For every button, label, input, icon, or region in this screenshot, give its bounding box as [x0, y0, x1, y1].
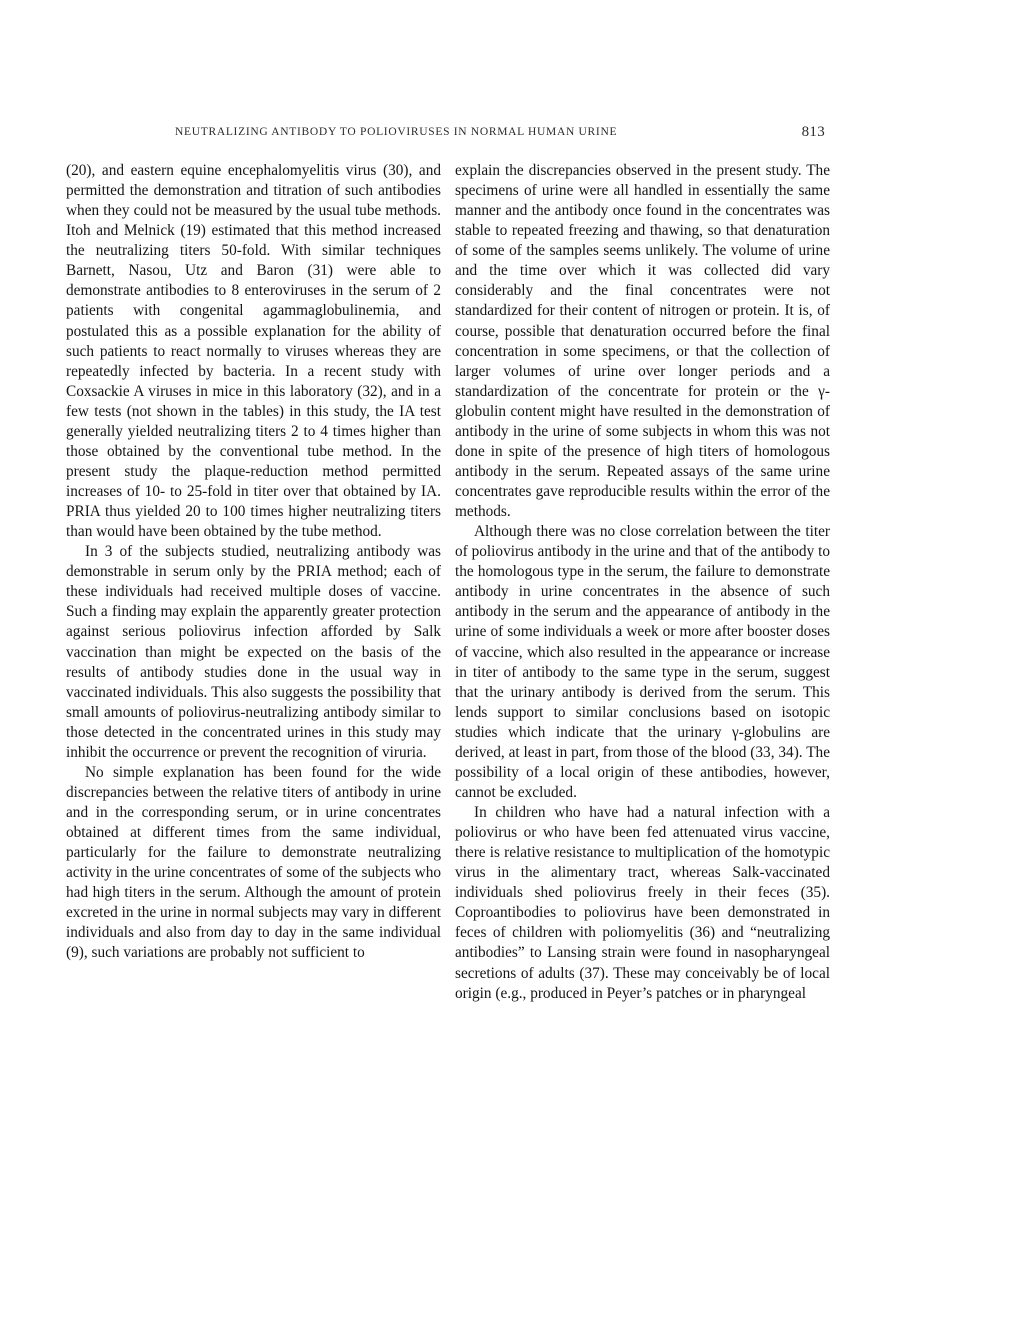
running-title: NEUTRALIZING ANTIBODY TO POLIOVIRUSES IN NORMAL HUMAN URINE [175, 126, 618, 138]
paragraph: (20), and eastern equine encephalomyelitis virus (30), and permitted the demonstration and titration of such antibodies when they could not be measured by the usual tube methods. Itoh and Melnick (19) estimated that this method increased the neutralizing titers 50-fold. With similar techniques Barnett, Nasou, Utz and Baron (31) were able to demonstrate antibodies to 8 enteroviruses in the serum of 2 patients with congenital agammaglobulinemia, and postulated this as a possible explanation for the ability of such patients to react normally to viruses whereas they are repeatedly infected by bacteria. In a recent study with Coxsackie A viruses in mice in this laboratory (32), and in a few tests (not shown in the tables) in this study, the IA test generally yielded neutralizing titers 2 to 4 times higher than those obtained by the conventional tube method. In the present study the plaque-reduction method permitted increases of 10- to 25-fold in titer over that obtained by IA. PRIA thus yielded 20 to 100 times higher neutralizing titers than would have been obtained by the tube method. [66, 162, 441, 541]
paragraph: In children who have had a natural infection with a poliovirus or who have been fed attenuated virus vaccine, there is relative resistance to multiplication of the homotypic virus in the alimentary tract, whereas Salk-vaccinated individuals shed poliovirus freely in their feces (35). Coproantibodies to poliovirus have been demonstrated in feces of children with poliomyelitis (36) and “neutralizing antibodies” to Lansing strain were found in nasopharyngeal secretions of adults (37). These may conceivably be of local origin (e.g., produced in Peyer’s patches or in pharyngeal [455, 804, 830, 1002]
page-number: 813 [801, 124, 825, 140]
paragraph: In 3 of the subjects studied, neutralizing antibody was demonstrable in serum only by the PRIA method; each of these individuals had received multiple doses of vaccine. Such a finding may explain the apparently greater protection against serious poliovirus infection afforded by Salk vaccination than might be expected on the basis of the results of antibody studies done in the usual way in vaccinated individuals. This also suggests the possibility that small amounts of poliovirus-neutralizing antibody similar to those detected in the concentrated urines in this study may inhibit the occurrence or prevent the recognition of viruria. [66, 543, 441, 761]
paragraph: No simple explanation has been found for the wide discrepancies between the relative titers of antibody in urine and in the corresponding serum, or in urine concentrates obtained at different times from the same individual, particularly for the failure to demonstrate neutralizing activity in the urine concentrates of some of the subjects who had high titers in the serum. Although the amount of protein excreted in the urine in normal subjects may vary in different individuals and also from day to day in the same individual (9), such variations are probably not sufficient to [66, 763, 441, 962]
right-column [455, 161, 830, 1004]
left-column [66, 161, 441, 964]
paragraph: Although there was no close correlation between the titer of poliovirus antibody in the urine and that of the antibody to the homologous type in the serum, the failure to demonstrate antibody in urine concentrates in the absence of such antibody in the serum and the appearance of antibody in the urine of some individuals a week or more after booster doses of vaccine, which also resulted in the appearance or increase in titer of antibody to the same type in the serum, suggest that the urinary antibody is derived from the serum. This lends support to similar conclusions based on isotopic studies which indicate that the urinary γ-globulins are derived, at least in part, from those of the blood (33, 34). The possibility of a local origin of these antibodies, however, cannot be excluded. [455, 523, 830, 801]
paragraph: explain the discrepancies observed in the present study. The specimens of urine were all handled in essentially the same manner and the antibody once found in the concentrates was stable to repeated freezing and thawing, so that denaturation of some of the samples seems unlikely. The volume of urine and the time over which it was collected did vary considerably and the final concentrates were not standardized for their content of nitrogen or protein. It is, of course, possible that denaturation occurred before the final concentration in some specimens, or that the collection of larger volumes of urine over longer periods and a standardization of the concentrate for protein or the γ-globulin content might have resulted in the demonstration of antibody in the urine of some subjects in whom this was not done in spite of the presence of high titers of homologous antibody in the serum. Repeated assays of the same urine concentrates gave reproducible results within the error of the methods. [455, 162, 830, 521]
